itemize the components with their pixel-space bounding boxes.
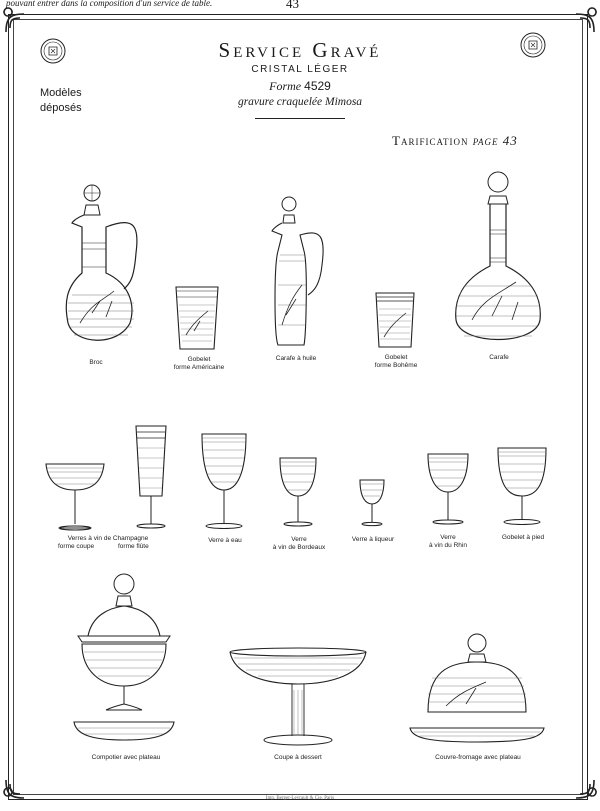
printer-footer: Imp. Berger-Levrault & Cie, Paris (265, 796, 335, 801)
coupe-champagne-illustration (44, 462, 106, 532)
label-verre-bordeaux (262, 536, 336, 552)
label-verre-liqueur: Verre à liqueur (351, 536, 395, 543)
title-rule (255, 118, 345, 119)
tarification-page: page 43 (472, 133, 518, 148)
gravure-line: gravure craquelée Mimosa (237, 96, 363, 108)
flute-champagne-illustration (132, 424, 170, 532)
label-verres-champagne-line1: Verres à vin de Champagne (67, 535, 149, 542)
modeles-deposes (40, 86, 82, 116)
label-compotier: Compotier avec plateau (91, 754, 161, 761)
forme-line (0, 79, 600, 94)
verre-liqueur-illustration (358, 478, 386, 528)
label-verre-bordeaux-line1: Verre (291, 536, 307, 543)
carafe-illustration (452, 170, 544, 348)
label-coupe-dessert: Coupe à dessert (274, 754, 322, 761)
label-gobelet-boheme-line2: forme Bohême (374, 362, 418, 369)
label-verre-rhin (418, 534, 478, 550)
label-verre-rhin-line1: Verre (440, 534, 456, 541)
label-verre-eau: Verre à eau (208, 537, 242, 544)
compotier-illustration (68, 572, 180, 748)
label-gobelet-boheme-line1: Gobelet (384, 354, 408, 361)
gobelet-boheme-illustration (374, 291, 416, 349)
label-gobelet-americaine-line2: forme Américaine (173, 364, 225, 371)
label-gobelet-boheme (368, 354, 424, 370)
corner-ornament-top-right (572, 10, 598, 36)
carafe-huile-illustration (270, 195, 326, 351)
label-verre-rhin-line2: à vin du Rhin (429, 542, 467, 549)
label-verres-champagne-forms (58, 543, 158, 551)
page-subtitle: CRISTAL LÉGER (251, 64, 349, 75)
label-broc: Broc (89, 359, 103, 366)
forme-number: 4529 (304, 79, 331, 93)
verre-rhin-illustration (426, 452, 470, 528)
label-verres-champagne (58, 535, 158, 551)
label-forme-coupe: forme coupe (58, 543, 95, 550)
coupe-dessert-illustration (228, 646, 368, 750)
tarification (392, 133, 518, 149)
label-couvre-fromage: Couvre-fromage avec plateau (435, 754, 521, 761)
label-carafe-huile: Carafe à huile (275, 355, 317, 362)
label-verre-bordeaux-line2: à vin de Bordeaux (272, 544, 326, 551)
couvre-fromage-illustration (406, 632, 548, 746)
corner-ornament-top-left (2, 10, 28, 36)
label-gobelet-pied: Gobelet à pied (501, 534, 545, 541)
verre-bordeaux-illustration (278, 456, 318, 530)
modeles-line-2: déposés (40, 102, 82, 114)
tarification-label: Tarification (392, 133, 469, 148)
gobelet-americaine-illustration (174, 285, 220, 351)
top-note: pouvant entrer dans la composition d'un service de table. (6, 0, 213, 8)
label-gobelet-americaine-line1: Gobelet (187, 356, 211, 363)
label-forme-flute: forme flûte (118, 543, 149, 550)
page-title: Service Gravé (218, 38, 382, 62)
label-gobelet-americaine (168, 356, 230, 372)
gobelet-pied-illustration (496, 446, 548, 528)
modeles-line-1: Modèles (40, 87, 82, 99)
forme-label: Forme (269, 79, 302, 93)
label-carafe: Carafe (489, 354, 509, 361)
broc-illustration (62, 183, 140, 355)
verre-eau-illustration (200, 432, 248, 532)
page-number: 43 (286, 0, 299, 11)
